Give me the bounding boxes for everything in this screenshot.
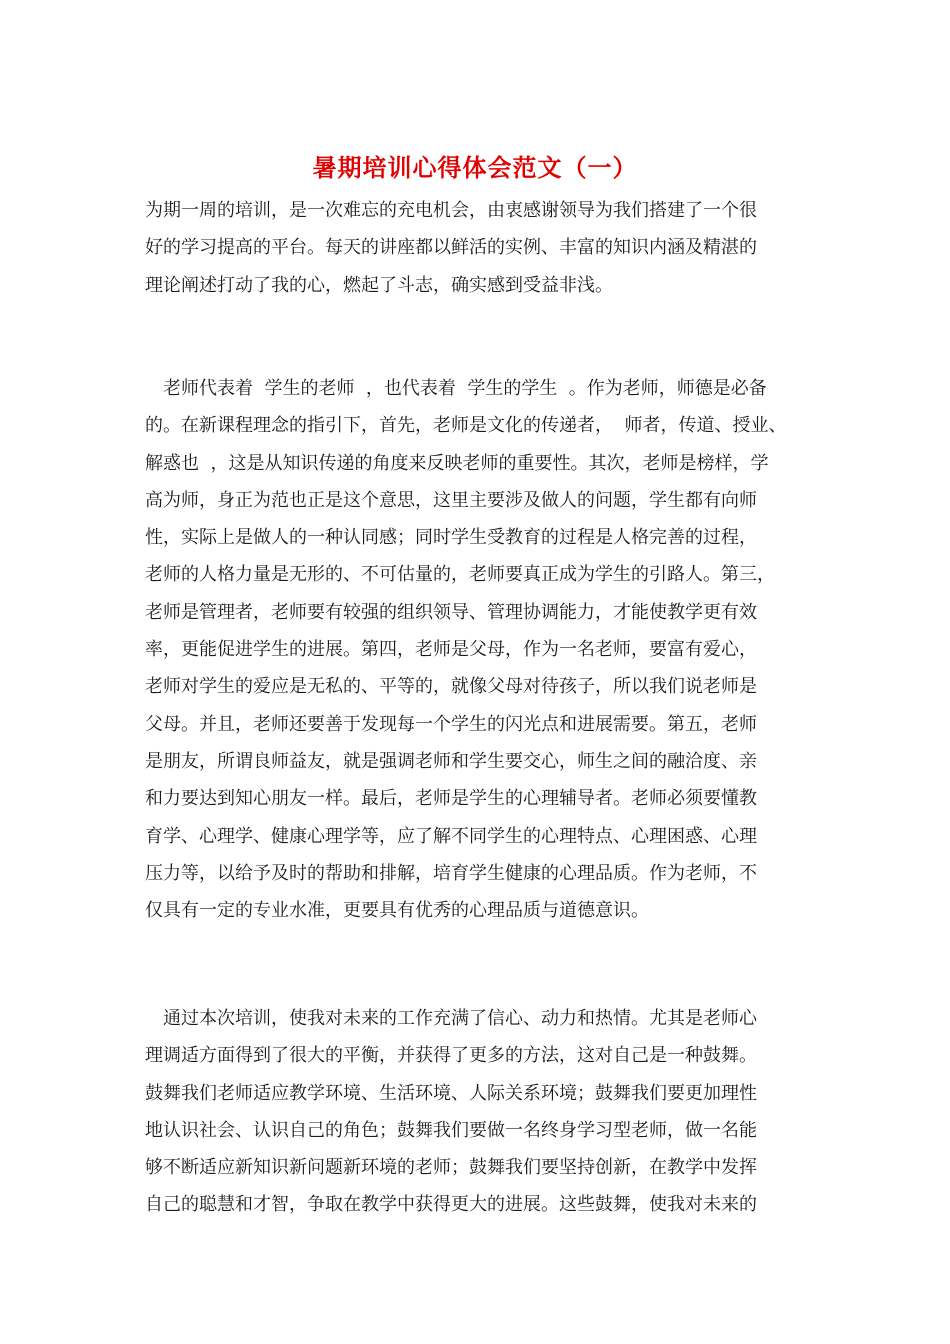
paragraph-line: 率，更能促进学生的进展。第四，老师是父母，作为一名老师，要富有爱心， (145, 639, 757, 661)
paragraph-line: 理调适方面得到了很大的平衡，并获得了更多的方法，这对自己是一种鼓舞。 (145, 1045, 757, 1067)
paragraph-line: 高为师，身正为范也正是这个意思，这里主要涉及做人的问题，学生都有向师 (145, 489, 757, 511)
paragraph-line: 地认识社会、认识自己的角色；鼓舞我们要做一名终身学习型老师，做一名能 (145, 1119, 757, 1141)
paragraph-line: 和力要达到知心朋友一样。最后，老师是学生的心理辅导者。老师必须要懂教 (145, 788, 757, 810)
paragraph-line: 鼓舞我们老师适应教学环境、生活环境、人际关系环境；鼓舞我们要更加理性 (145, 1082, 757, 1104)
paragraph-line: 仅具有一定的专业水准，更要具有优秀的心理品质与道德意识。 (145, 900, 649, 922)
paragraph-line: 老师对学生的爱应是无私的、平等的，就像父母对待孩子，所以我们说老师是 (145, 676, 757, 698)
document-title: 暑期培训心得体会范文（一） (312, 153, 638, 182)
paragraph-line: 老师的人格力量是无形的、不可估量的，老师要真正成为学生的引路人。第三， (145, 564, 775, 586)
paragraph-line: 的。在新课程理念的指引下，首先，老师是文化的传递者， 师者，传道、授业、 (145, 415, 787, 437)
paragraph-line: 是朋友，所谓良师益友，就是强调老师和学生要交心，师生之间的融洽度、亲 (145, 750, 757, 772)
paragraph-line: 为期一周的培训，是一次难忘的充电机会，由衷感谢领导为我们搭建了一个很 (145, 200, 757, 221)
paragraph-3 (145, 1000, 815, 1224)
paragraph-line: 压力等，以给予及时的帮助和排解，培育学生健康的心理品质。作为老师，不 (145, 862, 757, 884)
paragraph-line: 老师代表着 学生的老师 ，也代表着 学生的学生 。作为老师，师德是必备 (145, 378, 767, 399)
paragraph-line: 父母。并且，老师还要善于发现每一个学生的闪光点和进展需要。第五，老师 (145, 713, 757, 735)
paragraph-line: 自己的聪慧和才智，争取在教学中获得更大的进展。这些鼓舞，使我对未来的 (145, 1194, 757, 1216)
paragraph-line: 通过本次培训，使我对未来的工作充满了信心、动力和热情。尤其是老师心 (145, 1008, 757, 1029)
paragraph-line: 理论阐述打动了我的心，燃起了斗志，确实感到受益非浅。 (145, 274, 613, 296)
paragraph-line: 解惑也 ，这是从知识传递的角度来反映老师的重要性。其次，老师是榜样，学 (145, 452, 769, 474)
paragraph-line: 够不断适应新知识新问题新环境的老师；鼓舞我们要坚持创新，在教学中发挥 (145, 1157, 757, 1179)
paragraph-1 (145, 192, 815, 304)
paragraph-2 (145, 370, 815, 929)
paragraph-line: 性，实际上是做人的一种认同感；同时学生受教育的过程是人格完善的过程， (145, 527, 757, 549)
paragraph-line: 好的学习提高的平台。每天的讲座都以鲜活的实例、丰富的知识内涵及精湛的 (145, 237, 757, 259)
paragraph-line: 老师是管理者，老师要有较强的组织领导、管理协调能力，才能使教学更有效 (145, 601, 757, 623)
paragraph-line: 育学、心理学、健康心理学等，应了解不同学生的心理特点、心理困惑、心理 (145, 825, 757, 847)
